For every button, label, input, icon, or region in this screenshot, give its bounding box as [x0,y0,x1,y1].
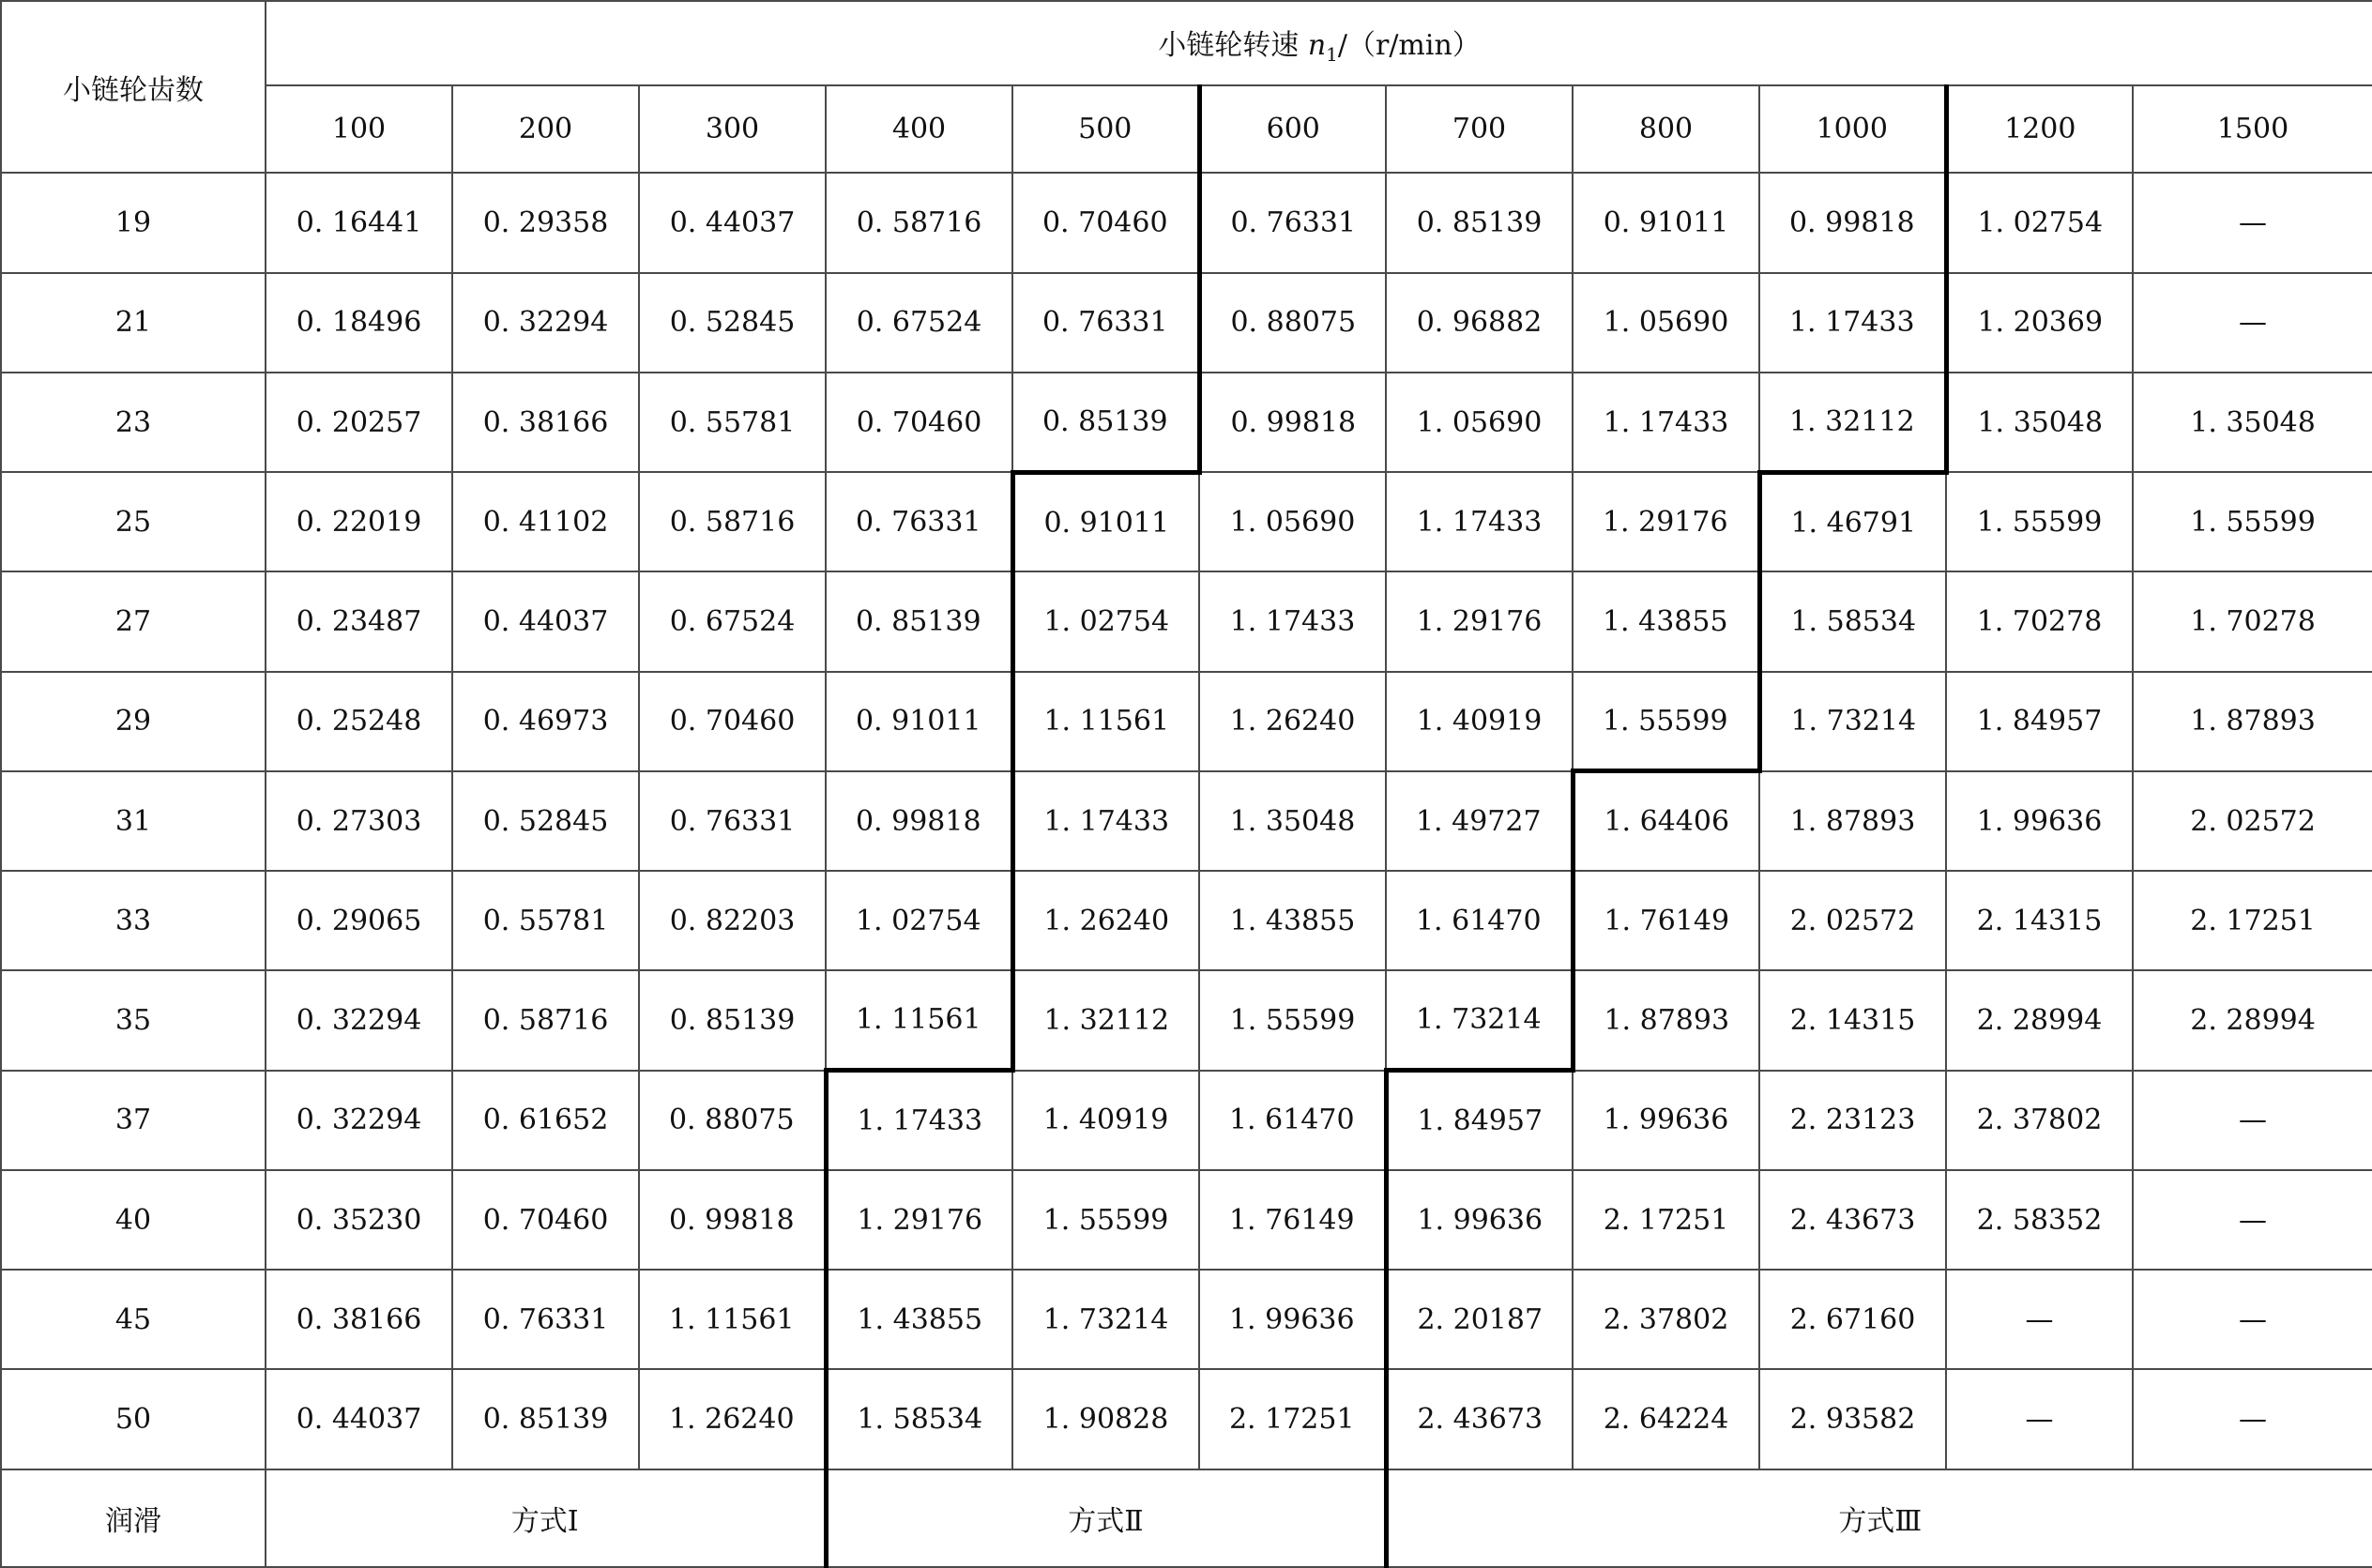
power-value-cell: 1. 05690 [1573,273,1759,373]
table-row [1,871,2372,970]
teeth-cell: 27 [1,571,266,671]
power-value-cell: 0. 32294 [266,1071,452,1170]
power-value-cell: — [2133,1170,2372,1270]
table-row [1,173,2372,272]
power-value-cell: 1. 35048 [2133,373,2372,472]
power-value-cell: 1. 26240 [639,1369,826,1469]
power-value-cell: 0. 99818 [1759,173,1946,272]
teeth-cell: 21 [1,273,266,373]
teeth-cell: 19 [1,173,266,272]
power-value-cell: 1. 02754 [1012,571,1199,671]
power-value-cell: 2. 37802 [1946,1071,2133,1170]
speed-header-cell: 800 [1573,85,1759,173]
power-value-cell: 1. 99636 [1199,1270,1386,1369]
table-row [1,273,2372,373]
speed-header-cell: 100 [266,85,452,173]
speed-header-title [266,1,2372,85]
power-value-cell: 0. 70460 [452,1170,639,1270]
power-value-cell: 0. 35230 [266,1170,452,1270]
power-value-cell: 1. 55599 [2133,472,2372,571]
power-value-cell: 2. 43673 [1386,1369,1573,1469]
power-value-cell: 1. 87893 [1573,970,1759,1070]
power-value-cell: 0. 23487 [266,571,452,671]
power-value-cell: 1. 58534 [826,1369,1012,1469]
power-value-cell: 2. 14315 [1759,970,1946,1070]
power-value-cell: 0. 70460 [639,672,826,771]
power-value-cell: 0. 32294 [266,970,452,1070]
power-value-cell: 1. 26240 [1012,871,1199,970]
power-value-cell: 1. 46791 [1759,472,1946,571]
teeth-cell: 33 [1,871,266,970]
power-value-cell: — [2133,173,2372,272]
power-value-cell: 1. 99636 [1946,771,2133,871]
power-value-cell: 1. 29176 [1386,571,1573,671]
power-value-cell: 2. 20187 [1386,1270,1573,1369]
power-value-cell: 2. 17251 [2133,871,2372,970]
power-value-cell: 1. 87893 [2133,672,2372,771]
power-value-cell: 0. 38166 [266,1270,452,1369]
power-value-cell: 2. 28994 [2133,970,2372,1070]
power-value-cell: — [2133,1071,2372,1170]
power-value-cell: 1. 17433 [826,1071,1012,1170]
power-value-cell: 0. 82203 [639,871,826,970]
table-row [1,672,2372,771]
power-value-cell: 1. 64406 [1573,771,1759,871]
speed-header-cell: 400 [826,85,1012,173]
power-value-cell: 2. 23123 [1759,1071,1946,1170]
power-value-cell: 0. 29358 [452,173,639,272]
header-row-speeds [1,85,2372,173]
power-value-cell: 2. 02572 [1759,871,1946,970]
power-value-cell: 2. 17251 [1199,1369,1386,1469]
power-value-cell: 1. 43855 [1199,871,1386,970]
power-value-cell: 1. 32112 [1759,373,1946,472]
power-value-cell: 0. 29065 [266,871,452,970]
power-value-cell: 1. 61470 [1199,1071,1386,1170]
power-value-cell: 0. 99818 [639,1170,826,1270]
speed-header-cell: 600 [1199,85,1386,173]
power-value-cell: 0. 99818 [826,771,1012,871]
teeth-cell: 31 [1,771,266,871]
table-row [1,571,2372,671]
power-value-cell: 0. 67524 [826,273,1012,373]
lubrication-method-2: 方式Ⅱ [826,1469,1386,1567]
power-value-cell: 0. 76331 [452,1270,639,1369]
power-value-cell: 1. 11561 [639,1270,826,1369]
power-value-cell: 2. 67160 [1759,1270,1946,1369]
power-value-cell: 2. 64224 [1573,1369,1759,1469]
table-row [1,1369,2372,1469]
power-value-cell: 0. 61652 [452,1071,639,1170]
power-value-cell: 2. 28994 [1946,970,2133,1070]
power-value-cell: 1. 43855 [1573,571,1759,671]
power-value-cell: — [2133,273,2372,373]
power-value-cell: 1. 02754 [1946,173,2133,272]
teeth-cell: 40 [1,1170,266,1270]
header-row-speed-title [1,1,2372,85]
power-value-cell: 0. 70460 [1012,173,1199,272]
power-value-cell: 0. 91011 [826,672,1012,771]
power-value-cell: 0. 58716 [452,970,639,1070]
power-value-cell: 0. 76331 [639,771,826,871]
speed-symbol: n [1307,28,1327,62]
power-value-cell: 1. 49727 [1386,771,1573,871]
power-value-cell: 0. 41102 [452,472,639,571]
power-value-cell: 0. 18496 [266,273,452,373]
power-value-cell: 0. 52845 [639,273,826,373]
power-value-cell: 1. 87893 [1759,771,1946,871]
power-value-cell: 2. 93582 [1759,1369,1946,1469]
lubrication-method-3: 方式Ⅲ [1386,1469,2372,1567]
power-value-cell: 2. 58352 [1946,1170,2133,1270]
power-value-cell: 0. 85139 [639,970,826,1070]
speed-header-cell: 1200 [1946,85,2133,173]
power-value-cell: 1. 20369 [1946,273,2133,373]
power-value-cell: 1. 99636 [1386,1170,1573,1270]
power-value-cell: 1. 17433 [1759,273,1946,373]
power-value-cell: 0. 52845 [452,771,639,871]
power-value-cell: 0. 55781 [639,373,826,472]
power-value-cell: 1. 05690 [1386,373,1573,472]
teeth-cell: 37 [1,1071,266,1170]
power-value-cell: 0. 67524 [639,571,826,671]
power-value-cell: 1. 76149 [1199,1170,1386,1270]
power-value-cell: 1. 02754 [826,871,1012,970]
speed-header-cell: 1500 [2133,85,2372,173]
speed-header-cell: 200 [452,85,639,173]
power-value-cell: 1. 70278 [2133,571,2372,671]
power-value-cell: 0. 44037 [452,571,639,671]
power-value-cell: 1. 55599 [1946,472,2133,571]
power-value-cell: 2. 02572 [2133,771,2372,871]
power-value-cell: 1. 35048 [1946,373,2133,472]
power-value-cell: 0. 20257 [266,373,452,472]
lubrication-label: 润滑 [1,1469,266,1567]
power-value-cell: — [1946,1369,2133,1469]
power-value-cell: 1. 90828 [1012,1369,1199,1469]
power-value-cell: 1. 55599 [1573,672,1759,771]
power-value-cell: 0. 55781 [452,871,639,970]
power-value-cell: 1. 73214 [1759,672,1946,771]
power-value-cell: 1. 84957 [1386,1071,1573,1170]
power-value-cell: — [2133,1270,2372,1369]
power-value-cell: 0. 76331 [1199,173,1386,272]
speed-unit: /（r/min） [1337,28,1481,62]
power-value-cell: 1. 40919 [1012,1071,1199,1170]
power-value-cell: 0. 91011 [1573,173,1759,272]
table-row [1,970,2372,1070]
teeth-cell: 45 [1,1270,266,1369]
power-value-cell: 1. 55599 [1012,1170,1199,1270]
lubrication-method-1: 方式Ⅰ [266,1469,826,1567]
power-value-cell: 2. 14315 [1946,871,2133,970]
power-value-cell: 1. 99636 [1573,1071,1759,1170]
table-row [1,771,2372,871]
speed-header-cell: 300 [639,85,826,173]
power-value-cell: 1. 29176 [826,1170,1012,1270]
power-value-cell: 0. 96882 [1386,273,1573,373]
power-value-cell: 0. 88075 [639,1071,826,1170]
power-value-cell: 0. 88075 [1199,273,1386,373]
power-value-cell: 0. 25248 [266,672,452,771]
power-value-cell: 1. 17433 [1199,571,1386,671]
power-value-cell: 0. 99818 [1199,373,1386,472]
power-value-cell: 1. 11561 [826,970,1012,1070]
teeth-cell: 23 [1,373,266,472]
power-value-cell: 2. 17251 [1573,1170,1759,1270]
teeth-cell: 29 [1,672,266,771]
power-value-cell: 0. 44037 [639,173,826,272]
row-header-teeth: 小链轮齿数 [1,1,266,173]
power-value-cell: 1. 32112 [1012,970,1199,1070]
table-row [1,373,2372,472]
table-row [1,1071,2372,1170]
power-value-cell: — [2133,1369,2372,1469]
speed-subscript: 1 [1326,42,1338,66]
power-value-cell: 1. 11561 [1012,672,1199,771]
power-value-cell: 0. 85139 [452,1369,639,1469]
power-value-cell: 0. 44037 [266,1369,452,1469]
power-value-cell: 0. 85139 [1386,173,1573,272]
teeth-cell: 35 [1,970,266,1070]
teeth-cell: 50 [1,1369,266,1469]
table-row [1,472,2372,571]
power-value-cell: 1. 35048 [1199,771,1386,871]
speed-header-cell: 700 [1386,85,1573,173]
power-value-cell: 2. 37802 [1573,1270,1759,1369]
power-value-cell: 0. 27303 [266,771,452,871]
teeth-cell: 25 [1,472,266,571]
power-value-cell: 1. 58534 [1759,571,1946,671]
power-value-cell: 0. 38166 [452,373,639,472]
power-value-cell: 1. 17433 [1012,771,1199,871]
speed-header-cell: 1000 [1759,85,1946,173]
power-value-cell: 1. 40919 [1386,672,1573,771]
power-value-cell: — [1946,1270,2133,1369]
power-value-cell: 0. 22019 [266,472,452,571]
power-value-cell: 0. 58716 [639,472,826,571]
table-row [1,1270,2372,1369]
power-value-cell: 1. 73214 [1012,1270,1199,1369]
power-value-cell: 0. 85139 [826,571,1012,671]
power-value-cell: 1. 17433 [1386,472,1573,571]
power-value-cell: 1. 05690 [1199,472,1386,571]
power-value-cell: 0. 91011 [1012,472,1199,571]
power-value-cell: 1. 76149 [1573,871,1759,970]
power-value-cell: 0. 58716 [826,173,1012,272]
power-value-cell: 1. 55599 [1199,970,1386,1070]
power-value-cell: 0. 32294 [452,273,639,373]
power-value-cell: 0. 85139 [1012,373,1199,472]
power-value-cell: 0. 70460 [826,373,1012,472]
power-value-cell: 1. 43855 [826,1270,1012,1369]
power-value-cell: 0. 16441 [266,173,452,272]
power-value-cell: 1. 73214 [1386,970,1573,1070]
speed-header-cell: 500 [1012,85,1199,173]
power-value-cell: 1. 61470 [1386,871,1573,970]
power-value-cell: 0. 46973 [452,672,639,771]
power-value-cell: 0. 76331 [826,472,1012,571]
power-value-cell: 1. 26240 [1199,672,1386,771]
power-value-cell: 2. 43673 [1759,1170,1946,1270]
power-value-cell: 1. 70278 [1946,571,2133,671]
speed-label-prefix: 小链轮转速 [1158,28,1308,62]
table-row [1,1170,2372,1270]
power-value-cell: 1. 84957 [1946,672,2133,771]
lubrication-row [1,1469,2372,1567]
power-value-cell: 0. 76331 [1012,273,1199,373]
power-value-cell: 1. 29176 [1573,472,1759,571]
power-value-cell: 1. 17433 [1573,373,1759,472]
